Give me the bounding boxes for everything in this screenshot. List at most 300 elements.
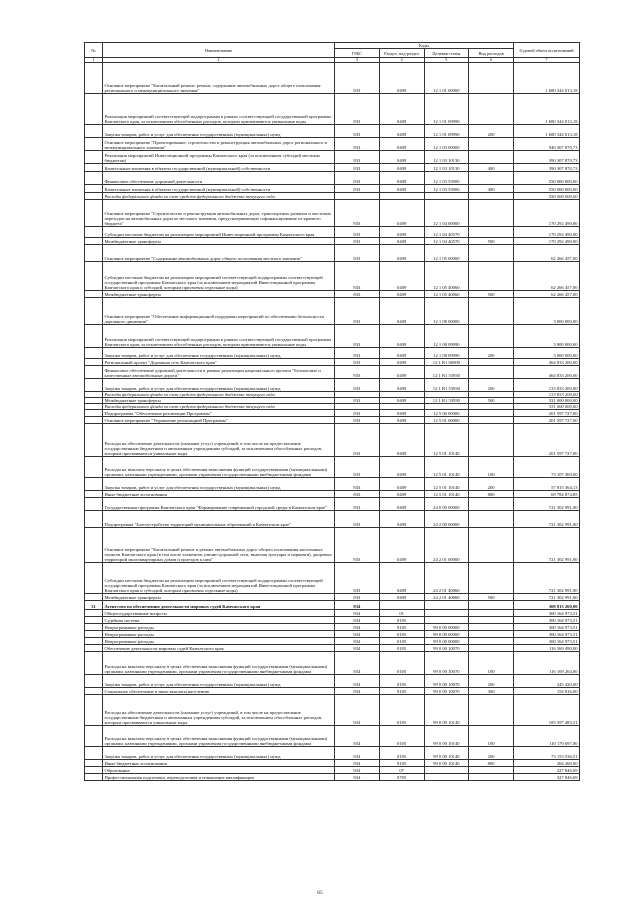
table-body	[85, 63, 580, 781]
row-amount: 201 597 727,00	[514, 417, 580, 424]
row-expense-type: 800	[469, 760, 514, 767]
row-target-article: 12 1 05 40060	[424, 291, 469, 298]
row-name: Расходы федерального фонда за счет средств федерального бюджета текущего года	[103, 193, 335, 200]
row-amount: 3 000 000,00	[514, 298, 580, 325]
row-expense-type: 100	[469, 652, 514, 675]
row-section: 0409	[379, 325, 424, 348]
row-name: Непрограммные расходы	[103, 631, 335, 638]
row-section: 0409	[379, 185, 424, 193]
row-grbs: 833	[335, 298, 380, 325]
row-section: 0409	[379, 528, 424, 563]
row-expense-type	[469, 151, 514, 164]
row-amount: 331 000 000,00	[514, 398, 580, 404]
row-target-article: 12 1 03 10130	[424, 151, 469, 164]
row-amount: 116 569 490,00	[514, 645, 580, 652]
row-target-article: 24 2 00 00000	[424, 511, 469, 528]
row-name: Закупка товаров, работ и услуг для обеспечения государственных (муниципальных) нужд	[103, 379, 335, 392]
row-grbs: 833	[335, 200, 380, 227]
table-row	[85, 594, 580, 601]
row-name: Непрограммные расходы	[103, 624, 335, 631]
row-amount: 390 307 870,73	[514, 164, 580, 172]
row-expense-type	[469, 624, 514, 631]
table-row	[85, 688, 580, 695]
col-sum-header: Годовой объем ассигнований	[514, 43, 580, 58]
row-amount: 201 597 727,00	[514, 424, 580, 457]
table-row	[85, 424, 580, 457]
row-expense-type	[469, 528, 514, 563]
row-name: Основное мероприятие "Строительство и реконструкция автомобильных дорог, транспортных развязок и мостовых переходов на автомобильных дорогах местного значения, предусматривающие софинансирование из краевого бюджета"	[103, 200, 335, 227]
row-number	[85, 491, 103, 498]
row-target-article: 12 1 04 00000	[424, 200, 469, 227]
row-grbs: 833	[335, 498, 380, 511]
table-row	[85, 410, 580, 417]
row-amount: 170 292 490,00	[514, 238, 580, 245]
row-amount: 201 597 727,00	[514, 410, 580, 417]
table-row	[85, 638, 580, 645]
row-section: 0105	[379, 726, 424, 747]
row-number	[85, 262, 103, 291]
row-grbs: 833	[335, 245, 380, 262]
row-section: 0409	[379, 125, 424, 138]
row-amount: 62 266 457,00	[514, 245, 580, 262]
row-grbs: 834	[335, 726, 380, 747]
row-name: Основное мероприятие "Содержание автомобильных дорог общего пользования местного значения"	[103, 245, 335, 262]
table-row	[85, 379, 580, 392]
row-expense-type	[469, 511, 514, 528]
row-target-article: 12 5 01 00000	[424, 417, 469, 424]
row-section: 0409	[379, 398, 424, 404]
table-row	[85, 498, 580, 511]
row-expense-type	[469, 366, 514, 379]
row-number	[85, 125, 103, 138]
row-grbs: 834	[335, 638, 380, 645]
row-name: Межбюджетные трансферты	[103, 238, 335, 245]
row-section: 0105	[379, 695, 424, 726]
table-row	[85, 125, 580, 138]
row-target-article	[424, 774, 469, 781]
row-name: Реализация мероприятий Инвестиционной программы Камчатского края (за исключением субсидий местным бюджетам)	[103, 151, 335, 164]
row-target-article: 12 1 08 09990	[424, 348, 469, 359]
row-target-article: 12 1 01 09990	[424, 94, 469, 125]
col-codes-header: Коды	[335, 43, 514, 49]
col-index: 3	[335, 58, 380, 63]
row-target-article: 99 0 00 00000	[424, 638, 469, 645]
row-expense-type	[469, 774, 514, 781]
col-index: 7	[514, 58, 580, 63]
row-target-article: 99 0 00 10140	[424, 726, 469, 747]
row-name: Расходы на выплаты персоналу в целях обеспечения выполнения функций государственными (муниципальными) органами, казенными учреждениями, органами управления государственными внебюджетными фондами	[103, 652, 335, 675]
row-amount: 1 680 344 013,18	[514, 94, 580, 125]
row-name: Межбюджетные трансферты	[103, 398, 335, 404]
table-row	[85, 164, 580, 172]
row-section: 0409	[379, 491, 424, 498]
table-row	[85, 563, 580, 594]
row-expense-type: 500	[469, 398, 514, 404]
row-grbs: 834	[335, 617, 380, 624]
table-row	[85, 359, 580, 366]
row-grbs: 833	[335, 528, 380, 563]
row-target-article: 24 2 01 00000	[424, 528, 469, 563]
row-grbs: 833	[335, 138, 380, 151]
row-grbs: 834	[335, 624, 380, 631]
row-target-article: 12 5 00 00000	[424, 410, 469, 417]
row-amount: 327 846,69	[514, 774, 580, 781]
row-amount: 73 153 536,51	[514, 747, 580, 760]
table-row	[85, 652, 580, 675]
row-amount: 69 784 874,85	[514, 491, 580, 498]
row-expense-type: 200	[469, 379, 514, 392]
row-amount: 550 000 000,00	[514, 185, 580, 193]
table-row	[85, 417, 580, 424]
row-section: 0105	[379, 747, 424, 760]
row-number	[85, 631, 103, 638]
row-target-article: 12 1 08 09990	[424, 325, 469, 348]
table-row	[85, 298, 580, 325]
row-name: Профессиональная подготовка, переподготовка и повышение квалификации	[103, 774, 335, 781]
row-name: Субсидии местным бюджетам на реализацию мероприятий соответствующей подпрограммы соответствующей государственной программы Камчатского края (за исключением мероприятий Инвестиционной программы Камчатского края и субсидий, которым присвоены отдельные коды)	[103, 563, 335, 594]
col-index: 5	[424, 58, 469, 63]
row-section: 0105	[379, 688, 424, 695]
row-amount: 1 680 344 013,18	[514, 63, 580, 94]
row-amount: 721 302 991,00	[514, 594, 580, 601]
row-amount: 1 680 344 013,18	[514, 125, 580, 138]
col-grbs-header: ГРБС	[335, 49, 380, 58]
row-expense-type	[469, 172, 514, 185]
row-name: Закупка товаров, работ и услуг для обеспечения государственных (муниципальных) нужд	[103, 747, 335, 760]
row-amount: 464 833 200,00	[514, 366, 580, 379]
table-row	[85, 747, 580, 760]
row-grbs: 833	[335, 172, 380, 185]
row-grbs: 833	[335, 366, 380, 379]
row-grbs: 833	[335, 478, 380, 491]
table-row	[85, 726, 580, 747]
row-grbs: 833	[335, 227, 380, 238]
row-number	[85, 138, 103, 151]
row-target-article: 12 1 01 00000	[424, 63, 469, 94]
row-number	[85, 410, 103, 417]
row-amount: 73 107 369,00	[514, 457, 580, 478]
row-expense-type: 500	[469, 291, 514, 298]
row-name: Закупка товаров, работ и услуг для обеспечения государственных (муниципальных) нужд	[103, 675, 335, 688]
row-amount: 300 164 973,51	[514, 638, 580, 645]
table-row	[85, 245, 580, 262]
row-target-article: 99 0 00 10070	[424, 652, 469, 675]
row-amount: 183 597 483,51	[514, 695, 580, 726]
row-target-article: 12 1 01 09990	[424, 125, 469, 138]
row-section: 0105	[379, 631, 424, 638]
row-number	[85, 172, 103, 185]
row-grbs: 833	[335, 238, 380, 245]
row-section: 0105	[379, 652, 424, 675]
row-expense-type	[469, 498, 514, 511]
row-number	[85, 675, 103, 688]
row-grbs: 834	[335, 645, 380, 652]
row-name: Основное мероприятие "Управление реализацией Программы"	[103, 417, 335, 424]
row-amount: 550 000 000,00	[514, 193, 580, 200]
row-expense-type: 500	[469, 594, 514, 601]
row-target-article: 99 0 00 10140	[424, 760, 469, 767]
row-section: 0409	[379, 478, 424, 491]
row-section: 0105	[379, 638, 424, 645]
table-row	[85, 478, 580, 491]
row-expense-type: 200	[469, 348, 514, 359]
row-target-article: 12 1 R1 53930	[424, 366, 469, 379]
row-name: Финансовое обеспечение дорожной деятельности в рамках реализации национального проекта "Безопасные и качественные автомобильные дороги"	[103, 366, 335, 379]
page-number: 65	[317, 890, 323, 896]
row-expense-type	[469, 325, 514, 348]
row-number	[85, 227, 103, 238]
table-row	[85, 151, 580, 164]
row-expense-type	[469, 410, 514, 417]
row-amount: 327 846,69	[514, 767, 580, 774]
row-expense-type	[469, 610, 514, 617]
row-section: 0409	[379, 594, 424, 601]
row-number	[85, 245, 103, 262]
row-grbs: 833	[335, 359, 380, 366]
row-name: Субсидии местным бюджетам на реализацию мероприятий соответствующей подпрограммы соответствующей государственной программы Камчатского края (за исключением мероприятий Инвестиционной программы Камчатского края и субсидий, которым присвоены отдельные коды)	[103, 262, 335, 291]
row-number	[85, 424, 103, 457]
row-number: 31	[85, 601, 103, 610]
row-name: Межбюджетные трансферты	[103, 594, 335, 601]
row-amount: 721 302 991,00	[514, 563, 580, 594]
row-grbs: 833	[335, 262, 380, 291]
row-section: 0409	[379, 138, 424, 151]
row-number	[85, 747, 103, 760]
row-number	[85, 528, 103, 563]
row-amount: 300 164 973,51	[514, 631, 580, 638]
row-target-article: 99 0 00 10140	[424, 695, 469, 726]
row-section: 0409	[379, 417, 424, 424]
row-expense-type	[469, 617, 514, 624]
col-index: 2	[103, 58, 335, 63]
row-name: Обеспечение деятельности мировых судей Камчатского края	[103, 645, 335, 652]
col-index: 4	[379, 58, 424, 63]
row-section: 0105	[379, 617, 424, 624]
row-name: Финансовое обеспечение дорожной деятельности	[103, 172, 335, 185]
row-number	[85, 379, 103, 392]
table-row	[85, 631, 580, 638]
table-row	[85, 610, 580, 617]
row-target-article: 24 2 01 40060	[424, 594, 469, 601]
row-section: 0409	[379, 511, 424, 528]
row-section: 0409	[379, 151, 424, 164]
col-vr-header: Вид расходов	[469, 49, 514, 58]
row-number	[85, 610, 103, 617]
row-expense-type	[469, 200, 514, 227]
table-row	[85, 63, 580, 94]
row-expense-type: 400	[469, 164, 514, 172]
table-row	[85, 774, 580, 781]
row-amount: 721 302 991,00	[514, 511, 580, 528]
row-target-article	[424, 767, 469, 774]
row-expense-type	[469, 695, 514, 726]
row-expense-type	[469, 138, 514, 151]
row-grbs: 833	[335, 594, 380, 601]
row-number	[85, 185, 103, 193]
row-amount: 62 266 457,00	[514, 291, 580, 298]
row-target-article: 12 1 R1 00000	[424, 359, 469, 366]
row-expense-type: 300	[469, 688, 514, 695]
row-section: 0105	[379, 645, 424, 652]
row-grbs: 833	[335, 325, 380, 348]
row-name: Субсидии местным бюджетам на реализацию мероприятий Инвестиционной программы Камчатского края	[103, 227, 335, 238]
row-amount: 170 292 490,00	[514, 200, 580, 227]
row-number	[85, 366, 103, 379]
row-name: Расходы на выплаты персоналу в целях обеспечения выполнения функций государственными (муниципальными) органами, казенными учреждениями, органами управления государственными внебюджетными фондами	[103, 457, 335, 478]
row-amount: 170 292 490,00	[514, 227, 580, 238]
row-target-article: 12 5 01 10140	[424, 424, 469, 457]
table-row	[85, 511, 580, 528]
row-section: 0409	[379, 262, 424, 291]
row-grbs: 834	[335, 601, 380, 610]
table-row	[85, 185, 580, 193]
col-index: 6	[469, 58, 514, 63]
row-section: 0409	[379, 366, 424, 379]
row-target-article: 12 1 04 40570	[424, 238, 469, 245]
row-expense-type	[469, 601, 514, 610]
row-number	[85, 726, 103, 747]
table-row	[85, 528, 580, 563]
row-expense-type	[469, 262, 514, 291]
row-grbs: 833	[335, 151, 380, 164]
row-amount: 245 420,00	[514, 675, 580, 688]
row-section: 0409	[379, 348, 424, 359]
row-grbs: 834	[335, 760, 380, 767]
row-amount: 300 164 973,51	[514, 610, 580, 617]
row-target-article: 99 0 00 00000	[424, 631, 469, 638]
row-target-article: 12 5 01 10140	[424, 478, 469, 491]
row-grbs: 834	[335, 747, 380, 760]
row-number	[85, 594, 103, 601]
row-target-article: 12 1 08 00000	[424, 298, 469, 325]
row-amount: 57 815 364,13	[514, 478, 580, 491]
col-cs-header: Целевая статья	[424, 49, 469, 58]
row-number	[85, 563, 103, 594]
row-expense-type: 200	[469, 675, 514, 688]
row-name: Расходы федерального фонда за счет средств федерального бюджета текущего года	[103, 392, 335, 398]
row-target-article: 24 0 00 00000	[424, 498, 469, 511]
row-target-article: 12 1 03 53900	[424, 185, 469, 193]
row-section: 0105	[379, 624, 424, 631]
row-grbs: 833	[335, 125, 380, 138]
row-name: Расходы на выплаты персоналу в целях обеспечения выполнения функций государственными (муниципальными) органами, казенными учреждениями, органами управления государственными внебюджетными фондами	[103, 726, 335, 747]
row-target-article: 12 5 01 10140	[424, 491, 469, 498]
row-expense-type	[469, 298, 514, 325]
table-row	[85, 325, 580, 348]
row-name: Агентство по обеспечению деятельности мировых судей Камчатского края	[103, 601, 335, 610]
row-grbs: 833	[335, 457, 380, 478]
row-grbs: 833	[335, 94, 380, 125]
row-number	[85, 760, 103, 767]
row-grbs: 833	[335, 424, 380, 457]
row-amount: 721 302 991,00	[514, 528, 580, 563]
row-expense-type	[469, 563, 514, 594]
row-grbs: 834	[335, 610, 380, 617]
row-target-article: 12 1 05 40060	[424, 262, 469, 291]
row-number	[85, 638, 103, 645]
row-name: Реализация мероприятий соответствующей подпрограммы в рамках соответствующей государственной программы Камчатского края, за исключением обособленных расходов, которым присваиваются уникальные коды	[103, 325, 335, 348]
row-number	[85, 767, 103, 774]
row-amount: 550 000 000,00	[514, 172, 580, 185]
row-number	[85, 688, 103, 695]
table-row	[85, 238, 580, 245]
row-expense-type	[469, 94, 514, 125]
row-number	[85, 298, 103, 325]
row-expense-type	[469, 227, 514, 238]
row-name: Судебная система	[103, 617, 335, 624]
row-expense-type: 200	[469, 125, 514, 138]
table-row	[85, 601, 580, 610]
row-number	[85, 457, 103, 478]
row-amount: 300 164 973,51	[514, 624, 580, 631]
row-grbs: 833	[335, 63, 380, 94]
table-row	[85, 291, 580, 298]
row-grbs: 834	[335, 774, 380, 781]
row-section	[379, 193, 424, 200]
row-target-article: 99 0 00 10070	[424, 688, 469, 695]
row-section: 0409	[379, 457, 424, 478]
row-name: Реализация мероприятий соответствующей подпрограммы в рамках соответствующей государственной программы Камчатского края, за исключением обособленных расходов, которым присваиваются уникальные коды	[103, 94, 335, 125]
row-grbs: 833	[335, 348, 380, 359]
row-amount: 264 260,00	[514, 760, 580, 767]
row-grbs: 833	[335, 491, 380, 498]
row-amount: 331 000 000,00	[514, 404, 580, 410]
row-expense-type	[469, 245, 514, 262]
row-section: 0409	[379, 63, 424, 94]
row-number	[85, 200, 103, 227]
row-section: 0409	[379, 172, 424, 185]
row-name: Основное мероприятие "Капитальный ремонт и ремонт автомобильных дорог общего пользования населенных пунктов Камчатского края (в том числе элементов улично-дорожной сети, включая тротуары и парковки), дворовых территорий многоквартирных домов и проездов к ним"	[103, 528, 335, 563]
row-amount: 300 164 973,51	[514, 617, 580, 624]
table-row	[85, 624, 580, 631]
row-number	[85, 164, 103, 172]
row-number	[85, 645, 103, 652]
row-section: 0409	[379, 227, 424, 238]
row-number	[85, 238, 103, 245]
row-target-article: 12 1 05 00000	[424, 245, 469, 262]
row-section: 0105	[379, 760, 424, 767]
row-grbs: 833	[335, 291, 380, 298]
row-grbs	[335, 193, 380, 200]
table-row	[85, 366, 580, 379]
row-target-article: 12 1 03 10130	[424, 164, 469, 172]
row-grbs: 834	[335, 675, 380, 688]
row-grbs: 834	[335, 767, 380, 774]
row-expense-type: 100	[469, 726, 514, 747]
row-grbs: 833	[335, 398, 380, 404]
row-section: 01	[379, 610, 424, 617]
row-grbs: 834	[335, 652, 380, 675]
row-section	[379, 601, 424, 610]
row-name: Капитальные вложения в объекты государственной (муниципальной) собственности	[103, 185, 335, 193]
row-target-article: 99 0 00 10140	[424, 747, 469, 760]
row-target-article: 12 1 R1 53930	[424, 398, 469, 404]
row-amount: 62 266 457,00	[514, 262, 580, 291]
row-grbs: 833	[335, 185, 380, 193]
row-name: Закупка товаров, работ и услуг для обеспечения государственных (муниципальных) нужд	[103, 478, 335, 491]
row-amount: 154 816,00	[514, 688, 580, 695]
row-section: 0409	[379, 298, 424, 325]
table-row	[85, 200, 580, 227]
row-grbs: 833	[335, 379, 380, 392]
col-num-header: №	[85, 43, 103, 58]
row-expense-type: 200	[469, 478, 514, 491]
table-row	[85, 675, 580, 688]
row-name: Основное мероприятие "Проектирование, строительство и реконструкция автомобильных дорог регионального и межмуниципального значения"	[103, 138, 335, 151]
row-target-article: 12 5 01 10140	[424, 457, 469, 478]
row-target-article: 12 1 03 00000	[424, 138, 469, 151]
row-amount: 464 833 200,00	[514, 359, 580, 366]
